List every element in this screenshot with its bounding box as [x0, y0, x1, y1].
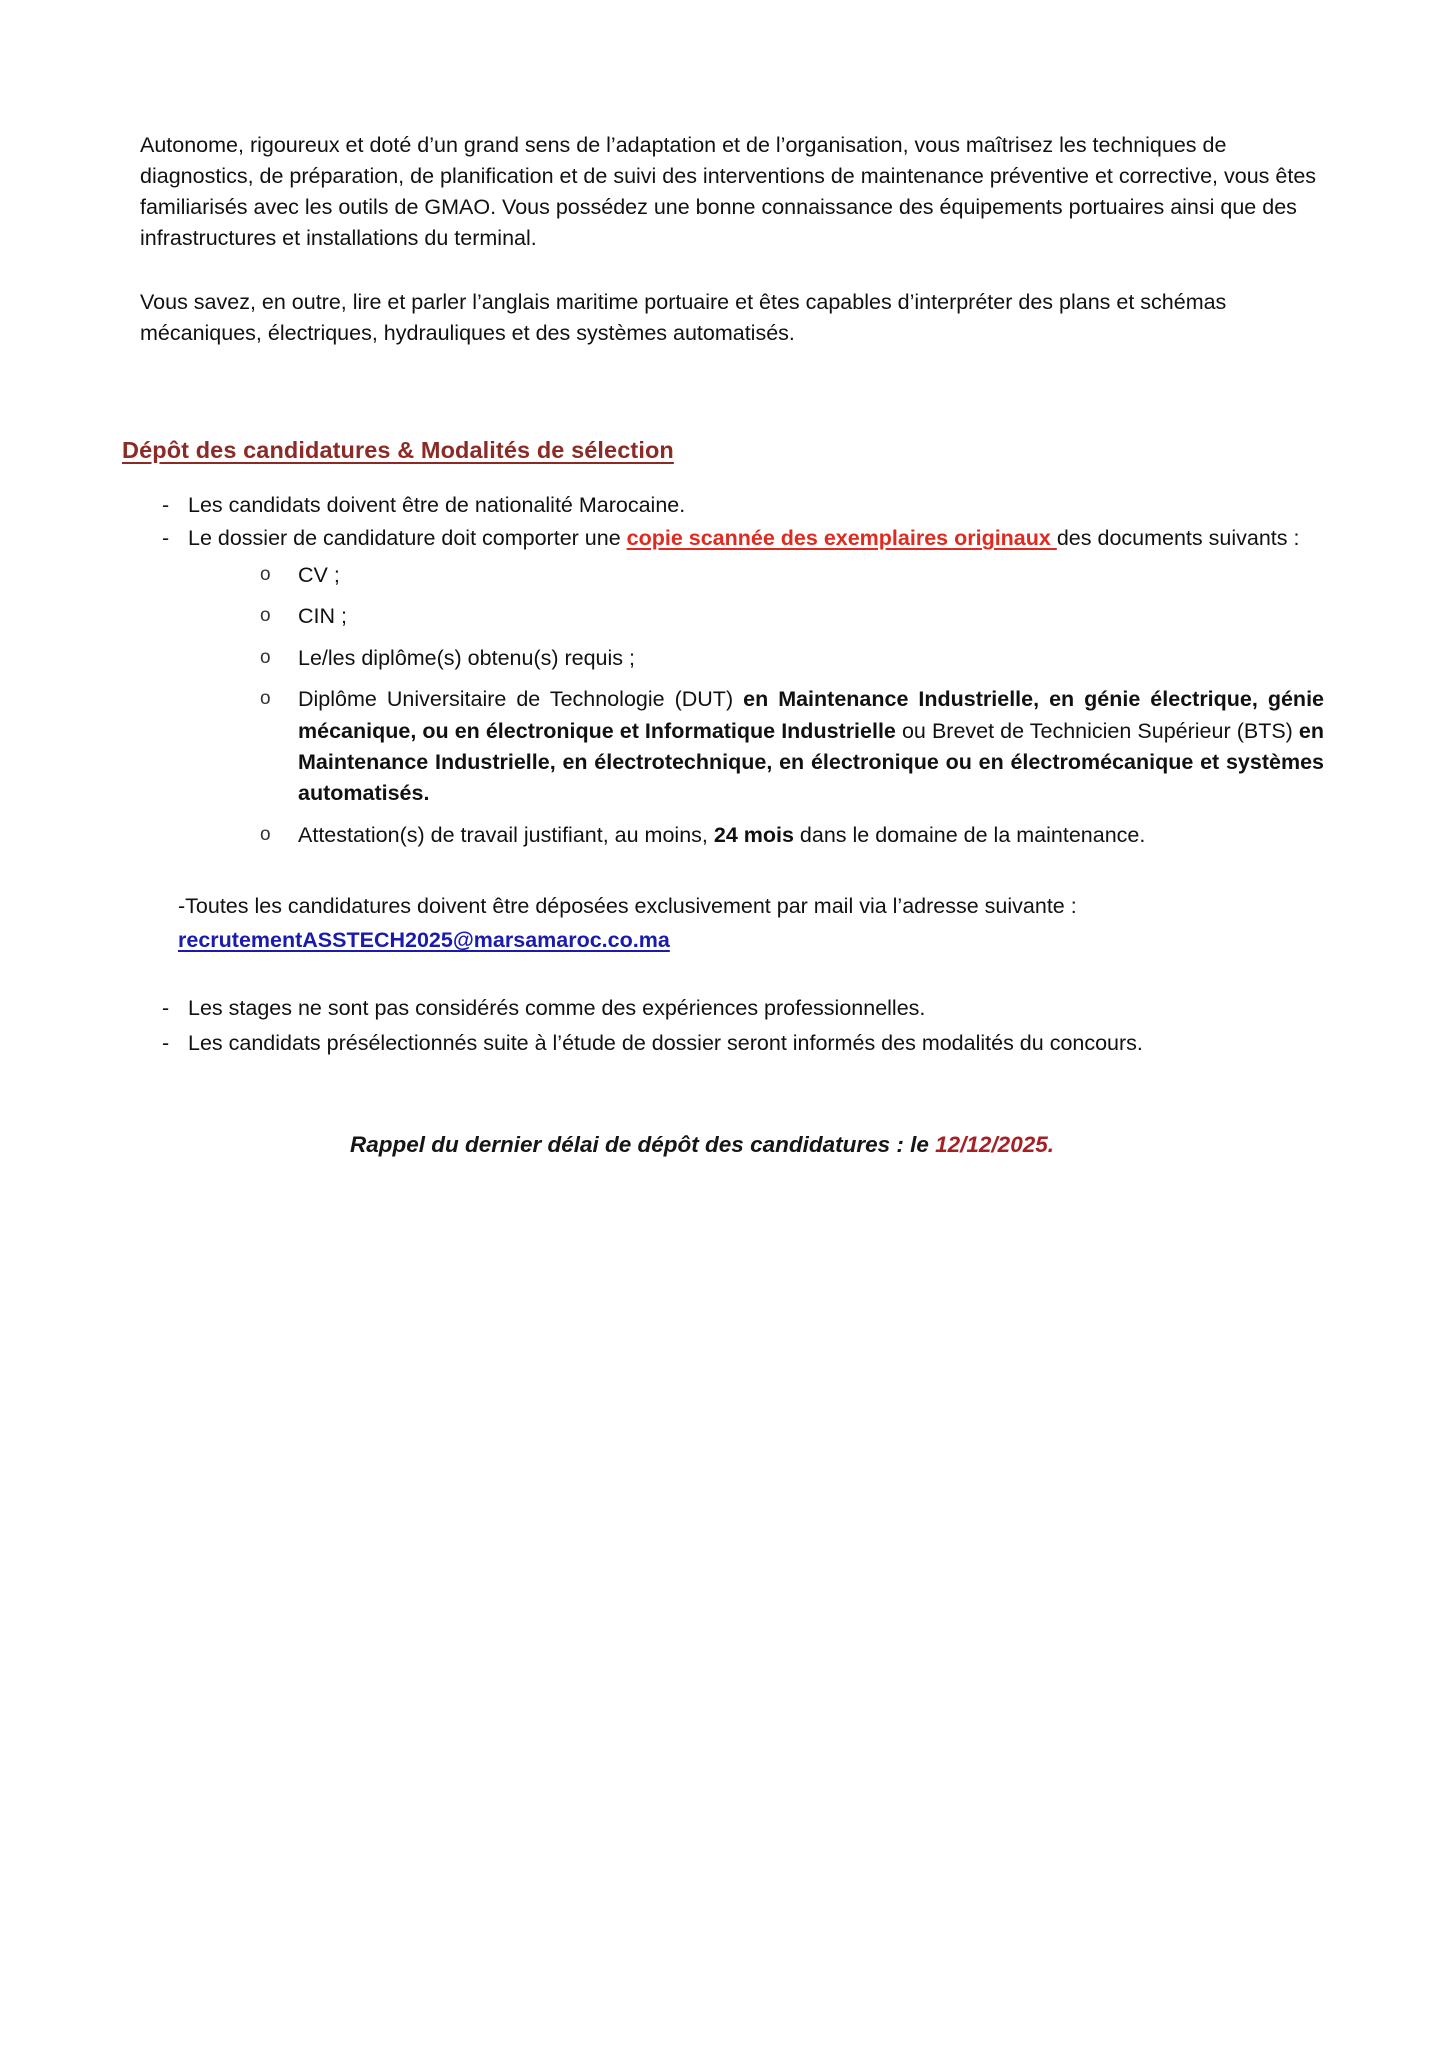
list-item-label: CV ; [298, 563, 340, 588]
circle-bullet-icon: o [260, 646, 271, 668]
diploma-text-1: Diplôme Universitaire de Technologie (DUT) [298, 687, 744, 712]
list-item-label: Le/les diplôme(s) obtenu(s) requis ; [298, 645, 635, 670]
deadline-reminder-text: Rappel du dernier délai de dépôt des candidatures : le [349, 1131, 936, 1157]
circle-bullet-icon: o [260, 823, 271, 845]
list-item-label: Les candidats doivent être de nationalité Marocaine. [188, 492, 686, 517]
list-item-label: Les stages ne sont pas considérés comme des expériences professionnelles. [188, 996, 926, 1021]
list-item [188, 560, 1324, 591]
recruitment-email-link[interactable]: recrutementASSTECH2025@marsamaroc.co.ma [178, 928, 670, 953]
list-item [188, 684, 1324, 810]
dossier-text-before: Le dossier de candidature doit comporter une [188, 525, 627, 550]
deadline-reminder [140, 1132, 1324, 1158]
list-item-label: Les candidats présélectionnés suite à l’étude de dossier seront informés des modalités du concours. [188, 1031, 1143, 1056]
circle-bullet-icon: o [260, 605, 271, 627]
page-title: Dépôt des candidatures & Modalités de sélection [122, 436, 674, 463]
paragraph-spacer [140, 254, 1324, 287]
list-item [140, 993, 1324, 1024]
attestation-text-2: dans le domaine de la maintenance. [793, 822, 1146, 847]
application-bullet-list [140, 490, 1324, 851]
scanned-copy-highlight: copie scannée des exemplaires originaux [626, 525, 1057, 550]
diploma-text-2: ou Brevet de Technicien Supérieur (BTS) [895, 718, 1299, 743]
list-item [188, 643, 1324, 674]
list-item [188, 820, 1324, 851]
list-item [188, 601, 1324, 632]
list-item-label: CIN ; [298, 604, 347, 629]
diploma-bold-2: en Maintenance Industrielle, en électrotechnique, en électronique ou en électromécanique et systèmes automatisés. [298, 718, 1324, 806]
dash-bullet-icon: - [162, 996, 170, 1021]
dash-bullet-icon: - [162, 492, 170, 517]
required-documents-list [188, 560, 1324, 851]
submission-instruction: -Toutes les candidatures doivent être déposées exclusivement par mail via l’adresse suivante : [178, 894, 1077, 919]
attestation-duration: 24 mois [713, 822, 794, 847]
list-item [140, 1028, 1324, 1059]
list-item [140, 523, 1324, 851]
submission-mail-block [178, 891, 1308, 953]
paragraph-languages: Vous savez, en outre, lire et parler l’anglais maritime portuaire et êtes capables d’interpréter des plans et schémas mécaniques, électriques, hydrauliques et des systèmes automatisés. [140, 289, 1227, 345]
diploma-bold-1: en Maintenance Industrielle, en génie électrique, génie mécanique, ou en électronique et Informatique Industrielle [298, 687, 1325, 743]
attestation-text-1: Attestation(s) de travail justifiant, au moins, [298, 822, 714, 847]
paragraph-profile: Autonome, rigoureux et doté d’un grand sens de l’adaptation et de l’organisation, vous maîtrisez les techniques de diagnostics, de préparation, de planification et de suivi des interventions de maintenance préventive et corrective, vous êtes familiarisés avec les outils de GMAO. Vous possédez une bonne connaissance des équipements portuaires ainsi que des infrastructures et installations du terminal. [140, 133, 1317, 250]
circle-bullet-icon: o [260, 688, 271, 710]
deadline-date: 12/12/2025. [935, 1131, 1054, 1157]
dash-bullet-icon: - [162, 1031, 170, 1056]
list-item [140, 490, 1324, 521]
dossier-text-after: des documents suivants : [1056, 525, 1300, 550]
additional-notes-list [140, 993, 1324, 1059]
dash-bullet-icon: - [162, 525, 170, 550]
circle-bullet-icon: o [260, 564, 271, 586]
